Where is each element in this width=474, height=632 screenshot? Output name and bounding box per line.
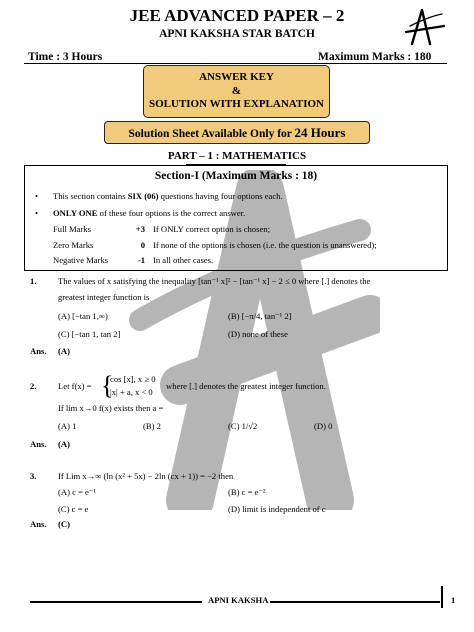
- marking-label: Full Marks: [53, 224, 91, 234]
- answer-key-line3: SOLUTION WITH EXPLANATION: [148, 98, 325, 111]
- answer-label: Ans.: [30, 519, 47, 529]
- option-a: (A) c = e⁻¹: [58, 487, 96, 497]
- page-title: JEE ADVANCED PAPER – 2: [129, 6, 345, 25]
- marking-value: -1: [137, 255, 145, 265]
- option-a: (A) [−tan 1,∞): [58, 311, 108, 321]
- question-number: 1.: [30, 276, 37, 286]
- question-2-text: where [.] denotes the greatest integer function.: [166, 381, 326, 391]
- answer-key-banner: [143, 65, 330, 118]
- footer-line-left: [30, 601, 202, 603]
- marking-value: +3: [135, 224, 145, 234]
- option-c: (C) c = e: [58, 504, 89, 514]
- bullet-icon: •: [35, 208, 39, 218]
- footer-line-right: [270, 601, 440, 603]
- option-b: (B) c = e⁻²: [228, 487, 266, 497]
- brand-logo-icon: [398, 6, 448, 46]
- question-1-text-line2: greatest integer function is: [58, 292, 150, 302]
- exam-duration: Time : 3 Hours: [28, 51, 103, 63]
- option-d: (D) 0: [314, 421, 333, 431]
- marking-label: Zero Marks: [53, 240, 94, 250]
- page-subtitle: APNI KAKSHA STAR BATCH: [159, 28, 315, 40]
- answer-value: (A): [58, 346, 70, 356]
- option-c: (C) 1/√2: [228, 421, 258, 431]
- bullet2-text: of these four options is the correct answer.: [97, 208, 246, 218]
- answer-label: Ans.: [30, 439, 47, 449]
- section-instructions-box: [24, 165, 448, 271]
- section-title: Section-I (Maximum Marks : 18): [154, 170, 318, 182]
- solution-banner-emphasis: 24 Hours: [294, 125, 346, 140]
- question-3-text: If Lim x→∞ (ln (x² + 5x) − 2ln (cx + 1)) = −2 then: [58, 471, 234, 481]
- bullet1-bold: SIX (06): [127, 191, 159, 201]
- footer-divider: [441, 586, 443, 608]
- question-2-line2: If lim x→0 f(x) exists then a =: [58, 403, 164, 413]
- answer-key-line1: ANSWER KEY: [199, 71, 274, 84]
- answer-value: (C): [58, 519, 70, 529]
- answer-label: Ans.: [30, 346, 47, 356]
- bullet1-text: This section contains: [53, 191, 128, 201]
- question-1-text: The values of x satisfying the inequality [tan⁻¹ x]² − [tan⁻¹ x] − 2 ≤ 0 where [.] denotes the: [58, 276, 371, 286]
- option-b: (B) [−π/4, tan⁻¹ 2]: [228, 311, 292, 321]
- maximum-marks: Maximum Marks : 180: [318, 51, 432, 63]
- brace-icon: {: [101, 371, 114, 400]
- part-title: PART – 1 : MATHEMATICS: [167, 150, 307, 162]
- solution-availability-banner: [104, 121, 370, 144]
- section-bullet-2: [53, 208, 443, 219]
- footer-brand: APNI KAKSHA: [208, 595, 269, 605]
- piecewise-case-1: cos [x], x ≥ 0: [110, 374, 156, 384]
- bullet-icon: •: [35, 191, 39, 201]
- solution-banner-text: Solution Sheet Available Only for: [128, 128, 292, 140]
- marking-desc: If none of the options is chosen (i.e. the question is unanswered);: [153, 240, 377, 250]
- marking-label: Negative Marks: [53, 255, 109, 265]
- option-d: (D) limit is independent of c: [228, 504, 326, 514]
- section-bullet-1: [53, 191, 443, 202]
- marking-desc: If ONLY correct option is chosen;: [153, 224, 270, 234]
- bullet2-bold: ONLY ONE: [53, 208, 98, 218]
- option-a: (A) 1: [58, 421, 77, 431]
- bullet1-text-end: questions having four options each.: [158, 191, 283, 201]
- marking-desc: In all other cases.: [153, 255, 214, 265]
- answer-key-line2: &: [231, 84, 242, 97]
- question-number: 2.: [30, 381, 37, 391]
- page-number: 1: [451, 595, 456, 605]
- piecewise-case-2: |x| + a, x < 0: [110, 387, 153, 397]
- question-number: 3.: [30, 471, 37, 481]
- option-c: (C) [−tan 1, tan 2]: [58, 329, 121, 339]
- option-d: (D) none of these: [228, 329, 288, 339]
- question-2-prefix: Let f(x) =: [58, 381, 92, 391]
- option-b: (B) 2: [143, 421, 161, 431]
- marking-value: 0: [140, 240, 145, 250]
- answer-value: (A): [58, 439, 70, 449]
